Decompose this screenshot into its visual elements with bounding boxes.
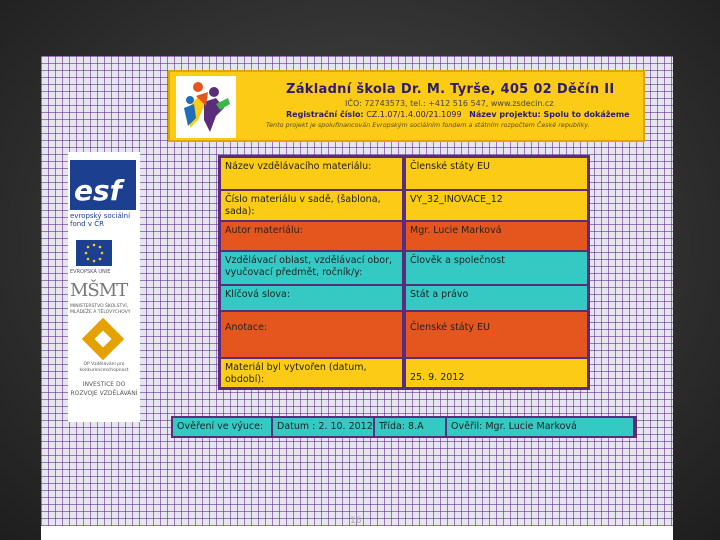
table-row xyxy=(221,312,587,357)
esf-caption: evropský sociální fond v ČR xyxy=(70,212,131,228)
esf-logo xyxy=(70,160,136,210)
cofinance-note: Tento projekt je spolufinancován Evropským sociálním fondem a státním rozpočtem České republiky. xyxy=(266,121,590,129)
registration-number: CZ.1.07/1.4.00/21.1099 xyxy=(366,110,462,119)
children-logo-icon xyxy=(176,76,236,138)
eu-flag-icon xyxy=(76,240,112,266)
table-row xyxy=(221,191,587,220)
page-edge xyxy=(41,526,673,540)
table-row xyxy=(221,158,587,189)
row-label: Klíčová slova: xyxy=(221,286,402,310)
material-metadata-table xyxy=(218,155,590,390)
row-value: VY_32_INOVACE_12 xyxy=(406,191,587,220)
table-row xyxy=(221,359,587,387)
row-label: Název vzdělávacího materiálu: xyxy=(221,158,402,189)
eu-caption: EVROPSKÁ UNIE xyxy=(70,269,111,275)
row-label: Vzdělávací oblast, vzdělávací obor, vyučovací předmět, ročník/y: xyxy=(221,252,402,284)
school-logo xyxy=(176,76,236,138)
table-row xyxy=(221,252,587,284)
page-number: 16 xyxy=(350,516,362,526)
verification-strip xyxy=(171,416,637,438)
row-value: Člověk a společnost xyxy=(406,252,587,284)
row-value: Stát a právo xyxy=(406,286,587,310)
row-label: Materiál byl vytvořen (datum, období): xyxy=(221,359,402,387)
project-title: Název projektu: Spolu to dokážeme xyxy=(469,110,630,119)
op-caption: OP Vzdělávání pro konkurenceschopnost xyxy=(79,362,129,373)
row-label: Anotace: xyxy=(221,312,402,357)
school-name: Základní škola Dr. M. Tyrše, 405 02 Děčín II xyxy=(286,82,615,97)
row-value: Mgr. Lucie Marková xyxy=(406,222,587,250)
school-contact: IČO: 72743573, tel.: +412 516 547, www.zsdecin.cz xyxy=(345,99,554,108)
row-value: Členské státy EU xyxy=(406,312,587,357)
esf-logo-text: esf xyxy=(74,174,122,207)
slogan: INVESTICE DO ROZVOJE VZDĚLÁVÁNÍ xyxy=(70,381,138,397)
verification-class: Třída: 8.A xyxy=(375,418,445,436)
verified-by: Ověřil: Mgr. Lucie Marková xyxy=(447,418,633,436)
verification-date: Datum : 2. 10. 2012 xyxy=(273,418,373,436)
registration-line xyxy=(286,110,641,119)
sponsor-sidebar xyxy=(68,152,140,422)
table-row xyxy=(221,222,587,250)
school-header xyxy=(168,70,645,142)
row-label: Autor materiálu: xyxy=(221,222,402,250)
msmt-caption: MINISTERSTVO ŠKOLSTVÍ, MLÁDEŽE A TĚLOVÝCHOVY xyxy=(70,304,131,315)
row-value: 25. 9. 2012 xyxy=(406,359,587,387)
registration-label: Registrační číslo: xyxy=(286,110,364,119)
msmt-logo: MŠMT xyxy=(70,280,128,301)
op-logo-icon xyxy=(82,318,124,360)
row-label: Číslo materiálu v sadě, (šablona, sada): xyxy=(221,191,402,220)
table-row xyxy=(221,286,587,310)
verification-label: Ověření ve výuce: xyxy=(173,418,271,436)
row-value: Členské státy EU xyxy=(406,158,587,189)
